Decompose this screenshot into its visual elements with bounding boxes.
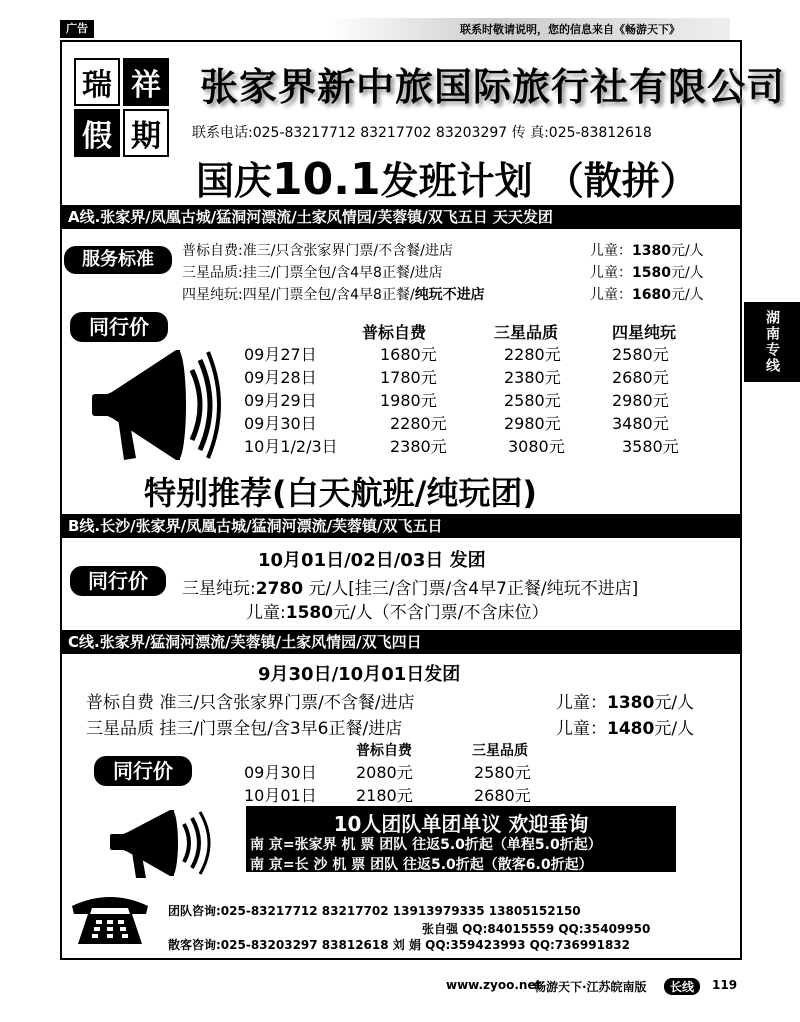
col-header: 普标自费: [356, 743, 412, 759]
group-line: 南 京=张家界 机 票 团队 往返5.0折起（单程5.0折起）: [250, 837, 602, 853]
line-c-dates: 9月30日/10月01日发团: [258, 664, 461, 685]
company-contact: 联系电话:025-83217712 83217702 83203297 传 真:025-83812618: [192, 125, 652, 141]
price-cell: 2680元: [474, 786, 531, 805]
child-value: 1380: [632, 243, 671, 259]
source-note: 联系时敬请说明，您的信息来自《畅游天下》: [460, 23, 680, 36]
child-value: 1680: [632, 287, 671, 303]
child-label: 儿童：: [590, 265, 632, 281]
logo-char: 瑞: [74, 58, 120, 106]
child-unit: 元/人: [670, 265, 704, 281]
child-detail: 元/人（不含门票/不含床位）: [333, 603, 549, 623]
date-cell: 09月30日: [244, 414, 317, 433]
price-cell: 2280元: [504, 345, 561, 364]
price-cell: 2580元: [612, 345, 669, 364]
footer-tag: 长线: [664, 978, 700, 995]
line-a-title: A线.张家界/凤凰古城/猛洞河漂流/土家风情园/芙蓉镇/双飞五日 天天发团: [62, 205, 740, 229]
child-unit: 元/人: [654, 719, 695, 739]
group-title: 10人团队单团单议 欢迎垂询: [333, 812, 589, 836]
line-b-title: B线.长沙/张家界/凤凰古城/猛洞河漂流/芙蓉镇/双飞五日: [62, 514, 740, 538]
price-cell: 2580元: [474, 763, 531, 782]
price-cell: 2080元: [356, 763, 413, 782]
plan-title-part: 10.1: [272, 154, 381, 205]
price-cell: 2180元: [356, 786, 413, 805]
date-cell: 10月1/2/3日: [244, 437, 338, 456]
service-row: 普标自费:准三/只含张家界门票/不含餐/进店: [182, 243, 453, 259]
contact-line: 张自强 QQ:84015559 QQ:35409950: [422, 922, 651, 936]
child-price: [590, 240, 704, 260]
telephone-icon: [68, 892, 152, 948]
price-cell: 2980元: [504, 414, 561, 433]
price-value: 2780: [255, 579, 304, 599]
child-value: 1580: [632, 265, 671, 281]
table-row: [244, 760, 531, 783]
child-price: [590, 284, 704, 304]
child-unit: 元/人: [670, 287, 704, 303]
footer-magazine: 畅游天下·江苏皖南版: [534, 980, 647, 994]
price-cell: 1980元: [380, 391, 437, 410]
child-label: 儿童：: [590, 243, 632, 259]
child-value: 1580: [285, 603, 334, 623]
table-row: [244, 388, 679, 411]
table-row: [244, 783, 531, 806]
price-cell: 2380元: [504, 368, 561, 387]
company-name: 张家界新中旅国际旅行社有限公司: [200, 65, 786, 109]
child-label: 儿童：: [556, 719, 607, 739]
service-desc: 四星纯玩:四星/门票全包/含4早8正餐/: [182, 287, 415, 303]
price-cell: 2680元: [612, 368, 669, 387]
plan-title-part: 国庆: [196, 159, 273, 203]
date-cell: 09月29日: [244, 391, 317, 410]
special-recommend: 特别推荐(白天航班/纯玩团): [144, 474, 537, 512]
table-row: [244, 434, 679, 457]
peer-price-badge: 同行价: [70, 566, 166, 596]
line-c-title: C线.张家界/猛洞河漂流/芙蓉镇/土家风情园/双飞四日: [62, 630, 740, 654]
line-b-child: [246, 598, 549, 623]
price-cell: 1780元: [380, 368, 437, 387]
plan-title-part: 发班计划 （散拼）: [380, 159, 698, 203]
plan-title: [196, 150, 698, 205]
child-price: [556, 714, 694, 739]
child-unit: 元/人: [670, 243, 704, 259]
line-c-price-table: [244, 760, 531, 806]
table-row: [244, 365, 679, 388]
child-label: 儿童：: [556, 693, 607, 713]
price-cell: 3580元: [622, 437, 679, 456]
line-c-row: 普标自费 准三/只含张家界门票/不含餐/进店: [86, 693, 415, 713]
service-standard-badge: 服务标准: [64, 246, 172, 274]
price-cell: 2580元: [504, 391, 561, 410]
contact-line: 团队咨询:025-83217712 83217702 13913979335 13805152150: [168, 904, 581, 918]
logo-char: 期: [123, 109, 169, 157]
price-cell: 2280元: [390, 414, 447, 433]
megaphone-icon: [100, 806, 220, 880]
col-header: 三星品质: [494, 323, 559, 342]
col-header: 四星纯玩: [612, 323, 677, 342]
group-tour-box: [246, 806, 676, 872]
service-row: 三星品质:挂三/门票全包/含4早8正餐/进店: [182, 265, 443, 281]
service-row: [182, 284, 485, 304]
megaphone-icon: [84, 340, 224, 470]
table-row: [244, 342, 679, 365]
child-value: 1480: [607, 719, 655, 739]
child-label: 儿童:: [246, 603, 286, 623]
table-row: [244, 411, 679, 434]
date-cell: 09月27日: [244, 345, 317, 364]
line-a-price-table: [244, 342, 679, 457]
side-tab: 湖南专线: [744, 302, 800, 382]
price-cell: 1680元: [380, 345, 437, 364]
line-c-row: 三星品质 挂三/门票全包/含3早6正餐/进店: [86, 719, 403, 739]
logo-char: 祥: [123, 58, 169, 106]
service-desc-bold: 纯玩不进店: [414, 287, 485, 303]
price-cell: 2980元: [612, 391, 669, 410]
price-detail: 元/人[挂三/含门票/含4早7正餐/纯玩不进店]: [303, 579, 639, 599]
group-line: 南 京=长 沙 机 票 团队 往返5.0折起（散客6.0折起）: [250, 857, 593, 873]
peer-price-badge: 同行价: [94, 756, 192, 786]
date-cell: 10月01日: [244, 786, 317, 805]
price-cell: 3480元: [612, 414, 669, 433]
child-price: [556, 688, 694, 713]
child-value: 1380: [607, 693, 655, 713]
price-cell: 2380元: [390, 437, 447, 456]
price-label: 三星纯玩:: [182, 579, 256, 599]
ad-label: 广告: [60, 20, 94, 38]
page-number: 119: [712, 978, 738, 992]
child-label: 儿童：: [590, 287, 632, 303]
child-unit: 元/人: [654, 693, 695, 713]
contact-line: 散客咨询:025-83203297 83812618 刘 娟 QQ:359423993 QQ:736991832: [168, 938, 631, 952]
peer-price-badge: 同行价: [70, 312, 168, 342]
price-cell: 3080元: [508, 437, 565, 456]
col-header: 三星品质: [472, 743, 528, 759]
date-cell: 09月28日: [244, 368, 317, 387]
logo-char: 假: [74, 109, 120, 157]
date-cell: 09月30日: [244, 763, 317, 782]
col-header: 普标自费: [362, 323, 427, 342]
line-b-dates: 10月01日/02日/03日 发团: [258, 550, 486, 571]
line-b-price: [182, 574, 638, 599]
child-price: [590, 262, 704, 282]
logo: [74, 58, 169, 153]
footer-site: www.zyoo.net: [446, 978, 542, 992]
